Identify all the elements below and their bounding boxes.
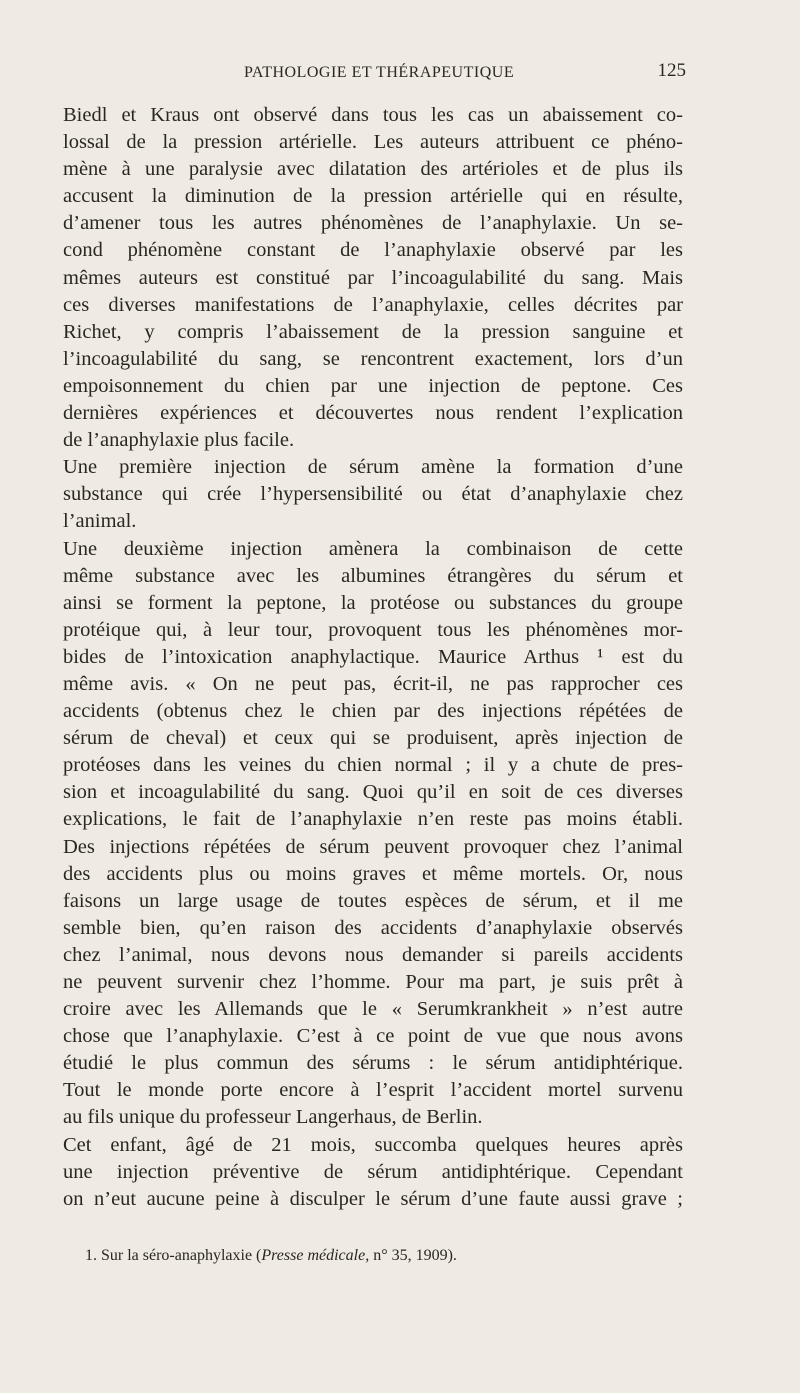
text-line: Tout le monde porte encore à l’esprit l’accident mortel survenu [63,1079,683,1102]
text-line: explications, le fait de l’anaphylaxie n’en reste pas moins établi. [63,808,683,831]
text-line: l’incoagulabilité du sang, se rencontrent exactement, lors d’un [63,347,683,370]
text-line: croire avec les Allemands que le « Serumkrankheit » n’est autre [63,998,683,1021]
text-line: Des injections répétées de sérum peuvent provoquer chez l’animal [63,835,683,858]
text-line: cond phénomène constant de l’anaphylaxie observé par les [63,239,683,262]
text-line: ainsi se forment la peptone, la protéose ou substances du groupe [63,591,683,614]
text-line: accusent la diminution de la pression artérielle qui en résulte, [63,185,683,208]
text-line: au fils unique du professeur Langerhaus, de Berlin. [63,1106,483,1129]
footnote-prefix: 1. Sur la séro-anaphylaxie ( [85,1247,262,1264]
text-line: faisons un large usage de toutes espèces de sérum, et il me [63,889,683,912]
text-line: Une deuxième injection amènera la combinaison de cette [63,537,683,560]
text-line: chose que l’anaphylaxie. C’est à ce point de vue que nous avons [63,1025,683,1048]
text-line: mène à une paralysie avec dilatation des artérioles et de plus ils [63,158,683,181]
text-line: semble bien, qu’en raison des accidents d’anaphylaxie observés [63,916,683,939]
text-line: Cet enfant, âgé de 21 mois, succomba quelques heures après [63,1133,683,1156]
body-text [63,102,683,1213]
text-line: des accidents plus ou moins graves et même mortels. Or, nous [63,862,683,885]
page-number: 125 [657,60,686,81]
text-line: Une première injection de sérum amène la formation d’une [63,456,683,479]
text-line: d’amener tous les autres phénomènes de l’anaphylaxie. Un se- [63,212,683,235]
text-line: substance qui crée l’hypersensibilité ou état d’anaphylaxie chez [63,483,683,506]
text-line: bides de l’intoxication anaphylactique. Maurice Arthus ¹ est du [63,645,683,668]
text-line: protéique qui, à leur tour, provoquent tous les phénomènes mor- [63,618,683,641]
footnote-journal: Presse médicale [261,1247,366,1264]
text-line: Richet, y compris l’abaissement de la pression sanguine et [63,320,683,343]
text-line: empoisonnement du chien par une injection de peptone. Ces [63,374,683,397]
text-line: même substance avec les albumines étrangères du sérum et [63,564,683,587]
text-line: de l’anaphylaxie plus facile. [63,429,295,452]
text-line: sérum de cheval) et ceux qui se produisent, après injection de [63,727,683,750]
text-line: accidents (obtenus chez le chien par des injections répétées de [63,700,683,723]
running-title: PATHOLOGIE ET THÉRAPEUTIQUE [244,64,515,81]
text-line: sion et incoagulabilité du sang. Quoi qu’il en soit de ces diverses [63,781,683,804]
text-line: même avis. « On ne peut pas, écrit-il, ne pas rapprocher ces [63,672,683,695]
text-line: l’animal. [63,510,137,533]
text-line: ces diverses manifestations de l’anaphylaxie, celles décrites par [63,293,683,316]
text-line: dernières expériences et découvertes nous rendent l’explication [63,402,683,425]
text-line: Biedl et Kraus ont observé dans tous les cas un abaissement co- [63,104,683,126]
text-line: une injection préventive de sérum antidiphtérique. Cependant [63,1160,683,1183]
text-line: lossal de la pression artérielle. Les auteurs attribuent ce phéno- [63,131,683,154]
footnote [85,1247,685,1265]
running-header [64,60,684,88]
text-line: ne peuvent survenir chez l’homme. Pour ma part, je suis prêt à [63,971,683,993]
text-line: mêmes auteurs est constitué par l’incoagulabilité du sang. Mais [63,266,683,289]
text-line: chez l’animal, nous devons nous demander si pareils accidents [63,943,683,966]
text-line: étudié le plus commun des sérums : le sérum antidiphtérique. [63,1052,683,1075]
footnote-suffix: , n° 35, 1909). [365,1247,457,1264]
text-line: protéoses dans les veines du chien normal ; il y a chute de pres- [63,754,683,777]
text-line: on n’eut aucune peine à disculper le sérum d’une faute aussi grave ; [63,1187,683,1210]
